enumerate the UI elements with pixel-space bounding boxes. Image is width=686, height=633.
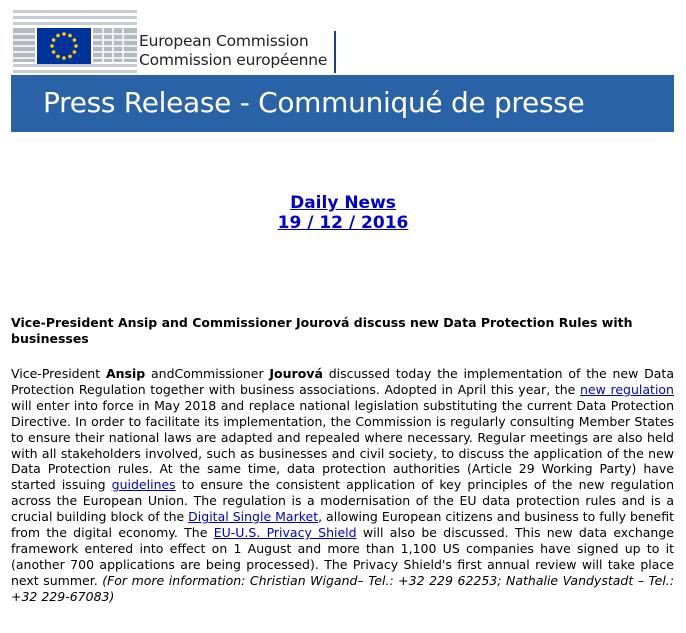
banner-title: Press Release - Communiqué de presse xyxy=(43,86,585,119)
name-ansip: Ansip xyxy=(105,366,146,381)
press-release-banner xyxy=(11,75,674,132)
berlaymont-logo-icon xyxy=(11,8,139,74)
body-part-2: will enter into force in May 2018 and replace national legislation substituting the current Data Protection Directive. In order to facilitate its implementation, the Commission is regularly consulting Member States to ensure their national laws are adapted and repealed where necessary. Regular meetings are also held with all stakeholders involved, such as businesses and civil society, to discuss the application of the new Data Protection rules. At the same time, data protection authorities (Article 29 Working Party) have started issuing xyxy=(11,397,674,493)
commission-logo xyxy=(11,8,139,74)
more-information: (For more information: Christian Wigand– Tel.: +32 229 62253; Nathalie Vandystadt – Tel.: +32 229-67083) xyxy=(11,572,674,604)
privacy-shield-link[interactable]: EU-U.S. Privacy Shield xyxy=(213,525,357,541)
logo-area xyxy=(11,8,674,74)
digital-single-market-link[interactable]: Digital Single Market xyxy=(188,509,319,525)
organisation-name xyxy=(139,32,327,70)
org-name-en: European Commission xyxy=(139,32,309,50)
article-headline: Vice-President Ansip and Commissioner Jourová discuss new Data Protection Rules with businesses xyxy=(11,315,633,346)
body-part-3: to ensure the consistent application of key principles of the new regulation across the European Union. The regulation is a modernisation of the EU data protection rules and is a crucial building block of the xyxy=(11,477,674,525)
body-part-5: will also be discussed. This new data exchange framework entered into effect on 1 August and more than 1,100 US companies have signed up to it (another 700 applications are being processed). The Privacy Shield's first annual review will take place next summer. xyxy=(11,525,674,588)
body-and: andCommissioner xyxy=(145,366,270,381)
org-name-fr: Commission européenne xyxy=(139,51,328,69)
daily-news-title xyxy=(0,193,686,214)
new-regulation-link[interactable]: new regulation xyxy=(580,381,674,397)
body-part-4: , allowing European citizens and business to fully benefit from the digital economy. The xyxy=(11,509,674,541)
body-intro: Vice-President xyxy=(11,366,106,381)
daily-news-date-link[interactable]: 19 / 12 / 2016 xyxy=(277,213,409,233)
article-body xyxy=(11,366,674,605)
daily-news-date xyxy=(0,213,686,234)
body-part-1: discussed today the implementation of the new Data Protection Regulation together with business associations. Adopted in April this year, the xyxy=(11,366,674,397)
guidelines-link[interactable]: guidelines xyxy=(111,477,176,493)
press-release-header xyxy=(11,8,674,132)
logo-divider xyxy=(334,31,336,73)
daily-news-link[interactable]: Daily News xyxy=(290,193,396,213)
name-jourova: Jourová xyxy=(269,366,323,381)
